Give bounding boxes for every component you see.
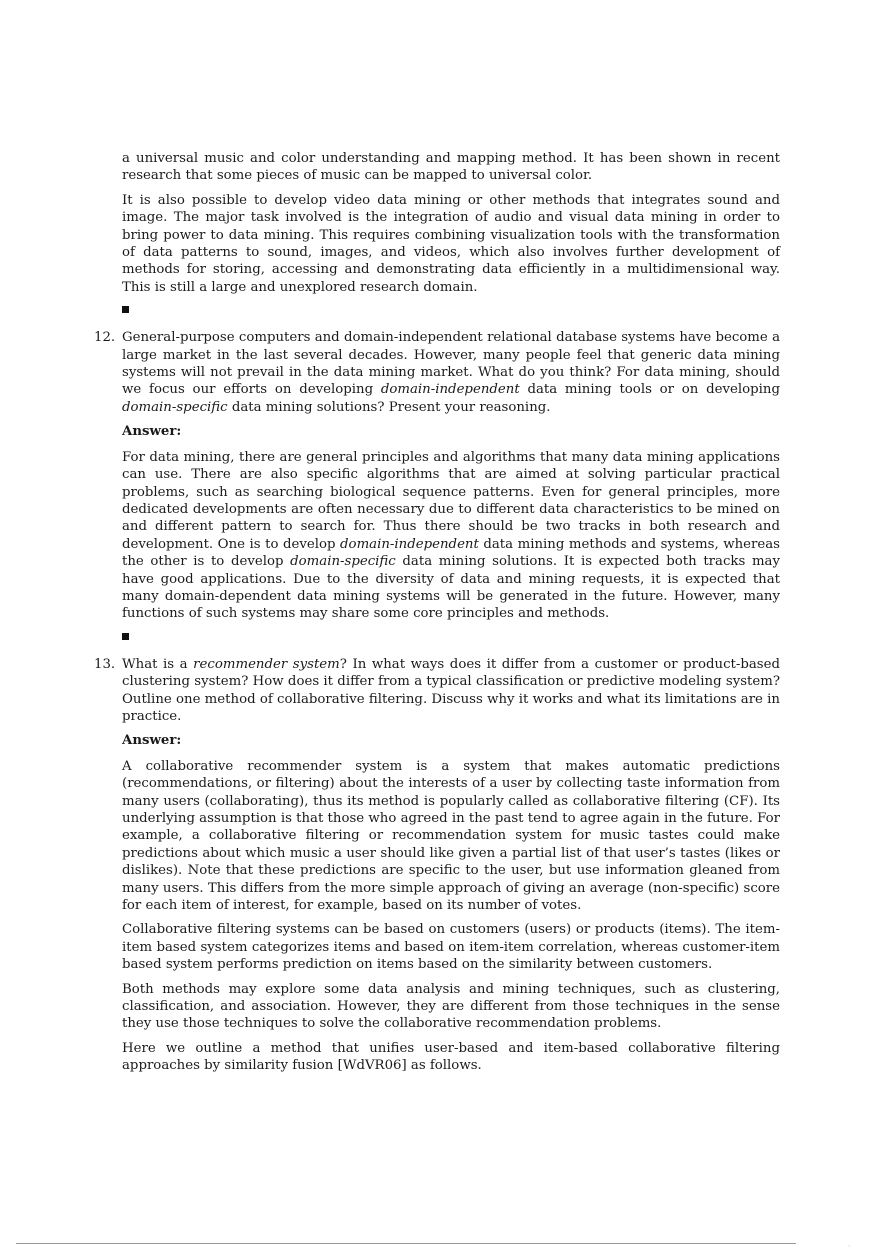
bottom-rule: [16, 1243, 796, 1244]
end-of-answer-mark: [122, 633, 129, 640]
corner-dot: ·: [848, 1242, 851, 1251]
page-content: [94, 150, 781, 1082]
question-13: [94, 656, 780, 726]
question-number: 13.: [94, 656, 116, 672]
question-number: 12.: [94, 330, 116, 346]
question-12: [94, 329, 781, 416]
intro-paragraph-2: It is also possible to develop video data mining or other methods that integrates sound and image. The major task involved is the integration of audio and visual data mining in order to bring power to data mining. This requires combining visualization tools with the transformation of data patterns to sound, images, and videos, which also involves further development of methods for storing, accessing and demonstrating data efficiently in a multidimensional way. This is still a large and unexplored research domain.: [122, 192, 780, 295]
intro-paragraph-1: a universal music and color understanding and mapping method. It has been shown in recent research that some pieces of music can be mapped to universal color.: [122, 151, 780, 184]
answer-paragraph-1: A collaborative recommender system is a system that makes automatic predictions (recommendations, or filtering) about the interests of a user by collecting taste information from many users (collaborating), thus its method is popularly called as collaborative filtering (CF). Its underlying assumption is that those who agreed in the past tend to agree again in the future. For example, a collaborative filtering or recommendation system for music tastes could make predictions about which music a user should like given a partial list of that user’s tastes (likes or dislikes). Note that these predictions are specific to the user, but use information gleaned from many users. This differs from the more simple approach of giving an average (non-specific) score for each item of interest, for example, based on its number of votes.: [122, 758, 780, 914]
question-text: General-purpose computers and domain-independent relational database systems have become a large market in the last several decades. However, many people feel that generic data mining systems will not prevail in the data mining market. What do you think? For data mining, should we focus our efforts on developing domain-independent data mining tools or on developing domain-specific data mining solutions? Present your reasoning.: [122, 330, 781, 415]
question-text: What is a recommender system? In what ways does it differ from a customer or product-based clustering system? How does it differ from a typical classification or predictive modeling system? Outline one method of collaborative filtering. Discuss why it works and what its limitations are in practice.: [122, 656, 780, 724]
answer-label: Answer:: [122, 424, 182, 440]
answer-paragraph-4: Here we outline a method that unifies user-based and item-based collaborative filtering approaches by similarity fusion [WdVR06] as follows.: [122, 1040, 780, 1074]
answer-paragraph: For data mining, there are general principles and algorithms that many data mining applications can use. There are also specific algorithms that are aimed at solving particular practical problems, such as searching biological sequence patterns. Even for general principles, more dedicated developments are often necessary due to different data characteristics to be mined on and different pattern to search for. Thus there should be two tracks in both research and development. One is to develop domain-independent data mining methods and systems, whereas the other is to develop domain-specific data mining solutions. It is expected both tracks may have good applications. Due to the diversity of data and mining requests, it is expected that many domain-dependent data mining systems will be generated in the future. However, many functions of such systems may share some core principles and methods.: [122, 449, 780, 622]
end-of-answer-mark: [122, 306, 129, 313]
answer-label: Answer:: [122, 733, 182, 749]
answer-paragraph-3: Both methods may explore some data analysis and mining techniques, such as clustering, classification, and association. However, they are different from those techniques in the sense they use those techniques to solve the collaborative recommendation problems.: [122, 981, 780, 1032]
answer-paragraph-2: Collaborative filtering systems can be based on customers (users) or products (items). The item-item based system categorizes items and based on item-item correlation, whereas customer-item based system performs prediction on items based on the similarity between customers.: [122, 922, 780, 973]
